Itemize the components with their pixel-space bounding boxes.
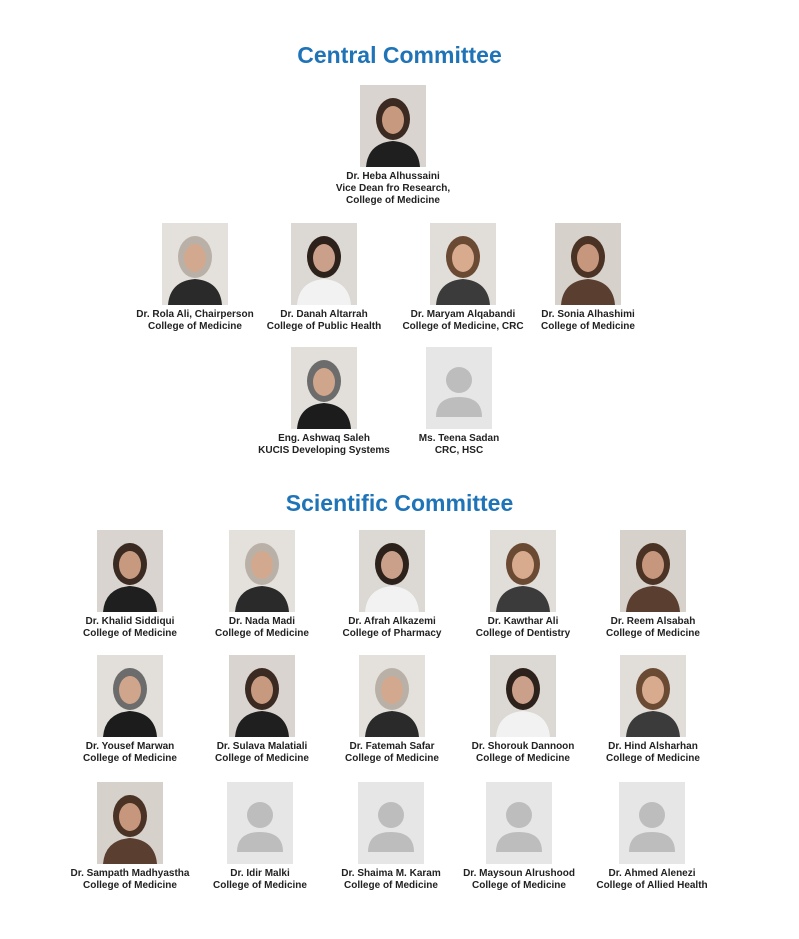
portrait-photo [490, 530, 556, 612]
portrait-photo [360, 85, 426, 167]
portrait-photo [97, 530, 163, 612]
member-name: Dr. Shorouk Dannoon [471, 741, 575, 752]
member-name: Dr. Afrah Alkazemi [348, 616, 436, 627]
member-card-scientific-7 [192, 655, 332, 765]
member-title: Vice Dean fro Research, [335, 183, 451, 194]
member-name: Dr. Fatemah Safar [349, 741, 435, 752]
member-name: Dr. Danah Altarrah [280, 309, 368, 320]
member-card-scientific-2 [192, 530, 332, 640]
member-name: Dr. Khalid Siddiqui [85, 616, 175, 627]
member-name: Dr. Sulava Malatiali [216, 741, 308, 752]
central-committee-title: Central Committee [297, 42, 502, 68]
placeholder-photo [227, 782, 293, 864]
member-affiliation: College of Medicine [346, 195, 440, 206]
placeholder-photo [486, 782, 552, 864]
portrait-photo [229, 655, 295, 737]
member-affiliation: College of Dentistry [475, 628, 571, 639]
portrait-photo [291, 223, 357, 305]
member-name: Dr. Kawthar Ali [487, 616, 559, 627]
placeholder-photo [426, 347, 492, 429]
member-affiliation: KUCIS Developing Systems [258, 445, 390, 456]
member-name: Dr. Nada Madi [228, 616, 296, 627]
portrait-photo [97, 782, 163, 864]
member-affiliation: College of Medicine [83, 753, 177, 764]
member-affiliation: College of Medicine [541, 321, 635, 332]
portrait-photo [620, 530, 686, 612]
member-affiliation: College of Medicine [476, 753, 570, 764]
member-affiliation: College of Medicine [606, 628, 700, 639]
member-affiliation: College of Medicine [213, 880, 307, 891]
member-name: Dr. Hind Alsharhan [608, 741, 698, 752]
member-card-central-1 [125, 223, 265, 333]
member-card-central-3 [393, 223, 533, 333]
member-card-scientific-6 [60, 655, 200, 765]
member-affiliation: College of Medicine, CRC [402, 321, 524, 332]
member-name: Dr. Reem Alsabah [610, 616, 696, 627]
member-affiliation: College of Medicine [83, 880, 177, 891]
portrait-photo [229, 530, 295, 612]
placeholder-photo [619, 782, 685, 864]
portrait-photo [620, 655, 686, 737]
member-name: Dr. Yousef Marwan [85, 741, 175, 752]
member-name: Dr. Sampath Madhyastha [70, 868, 190, 879]
placeholder-photo [358, 782, 424, 864]
member-affiliation: College of Medicine [345, 753, 439, 764]
portrait-photo [359, 530, 425, 612]
portrait-photo [359, 655, 425, 737]
member-affiliation: College of Medicine [472, 880, 566, 891]
member-affiliation: College of Medicine [606, 753, 700, 764]
member-card-scientific-5 [583, 530, 723, 640]
portrait-photo [430, 223, 496, 305]
member-card-scientific-14 [449, 782, 589, 892]
portrait-photo [97, 655, 163, 737]
member-name: Dr. Sonia Alhashimi [541, 309, 635, 320]
member-name: Dr. Heba Alhussaini [346, 171, 440, 182]
member-affiliation: College of Medicine [215, 628, 309, 639]
member-name: Eng. Ashwaq Saleh [278, 433, 370, 444]
member-card-scientific-12 [190, 782, 330, 892]
member-card-scientific-1 [60, 530, 200, 640]
member-name: Dr. Maryam Alqabandi [410, 309, 516, 320]
scientific-committee-title: Scientific Committee [285, 490, 514, 516]
member-card-central-6 [389, 347, 529, 457]
portrait-photo [490, 655, 556, 737]
member-card-scientific-11 [60, 782, 200, 892]
member-card-scientific-13 [321, 782, 461, 892]
member-card-central-2 [254, 223, 394, 333]
member-name: Ms. Teena Sadan [418, 433, 500, 444]
member-card-scientific-10 [583, 655, 723, 765]
member-name: Dr. Idir Malki [230, 868, 290, 879]
member-name: Dr. Shaima M. Karam [341, 868, 441, 879]
member-card-central-lead [323, 85, 463, 207]
member-affiliation: College of Medicine [215, 753, 309, 764]
member-name: Dr. Rola Ali, Chairperson [136, 309, 254, 320]
portrait-photo [162, 223, 228, 305]
member-affiliation: CRC, HSC [434, 445, 484, 456]
member-name: Dr. Ahmed Alenezi [608, 868, 696, 879]
member-affiliation: College of Allied Health [596, 880, 708, 891]
member-affiliation: College of Medicine [344, 880, 438, 891]
member-name: Dr. Maysoun Alrushood [463, 868, 575, 879]
member-card-scientific-4 [453, 530, 593, 640]
member-card-central-4 [518, 223, 658, 333]
member-card-scientific-3 [322, 530, 462, 640]
portrait-photo [555, 223, 621, 305]
portrait-photo [291, 347, 357, 429]
member-affiliation: College of Medicine [148, 321, 242, 332]
member-card-scientific-8 [322, 655, 462, 765]
member-card-central-5 [254, 347, 394, 457]
member-affiliation: College of Medicine [83, 628, 177, 639]
member-card-scientific-9 [453, 655, 593, 765]
member-card-scientific-15 [582, 782, 722, 892]
member-affiliation: College of Public Health [266, 321, 382, 332]
member-affiliation: College of Pharmacy [342, 628, 442, 639]
